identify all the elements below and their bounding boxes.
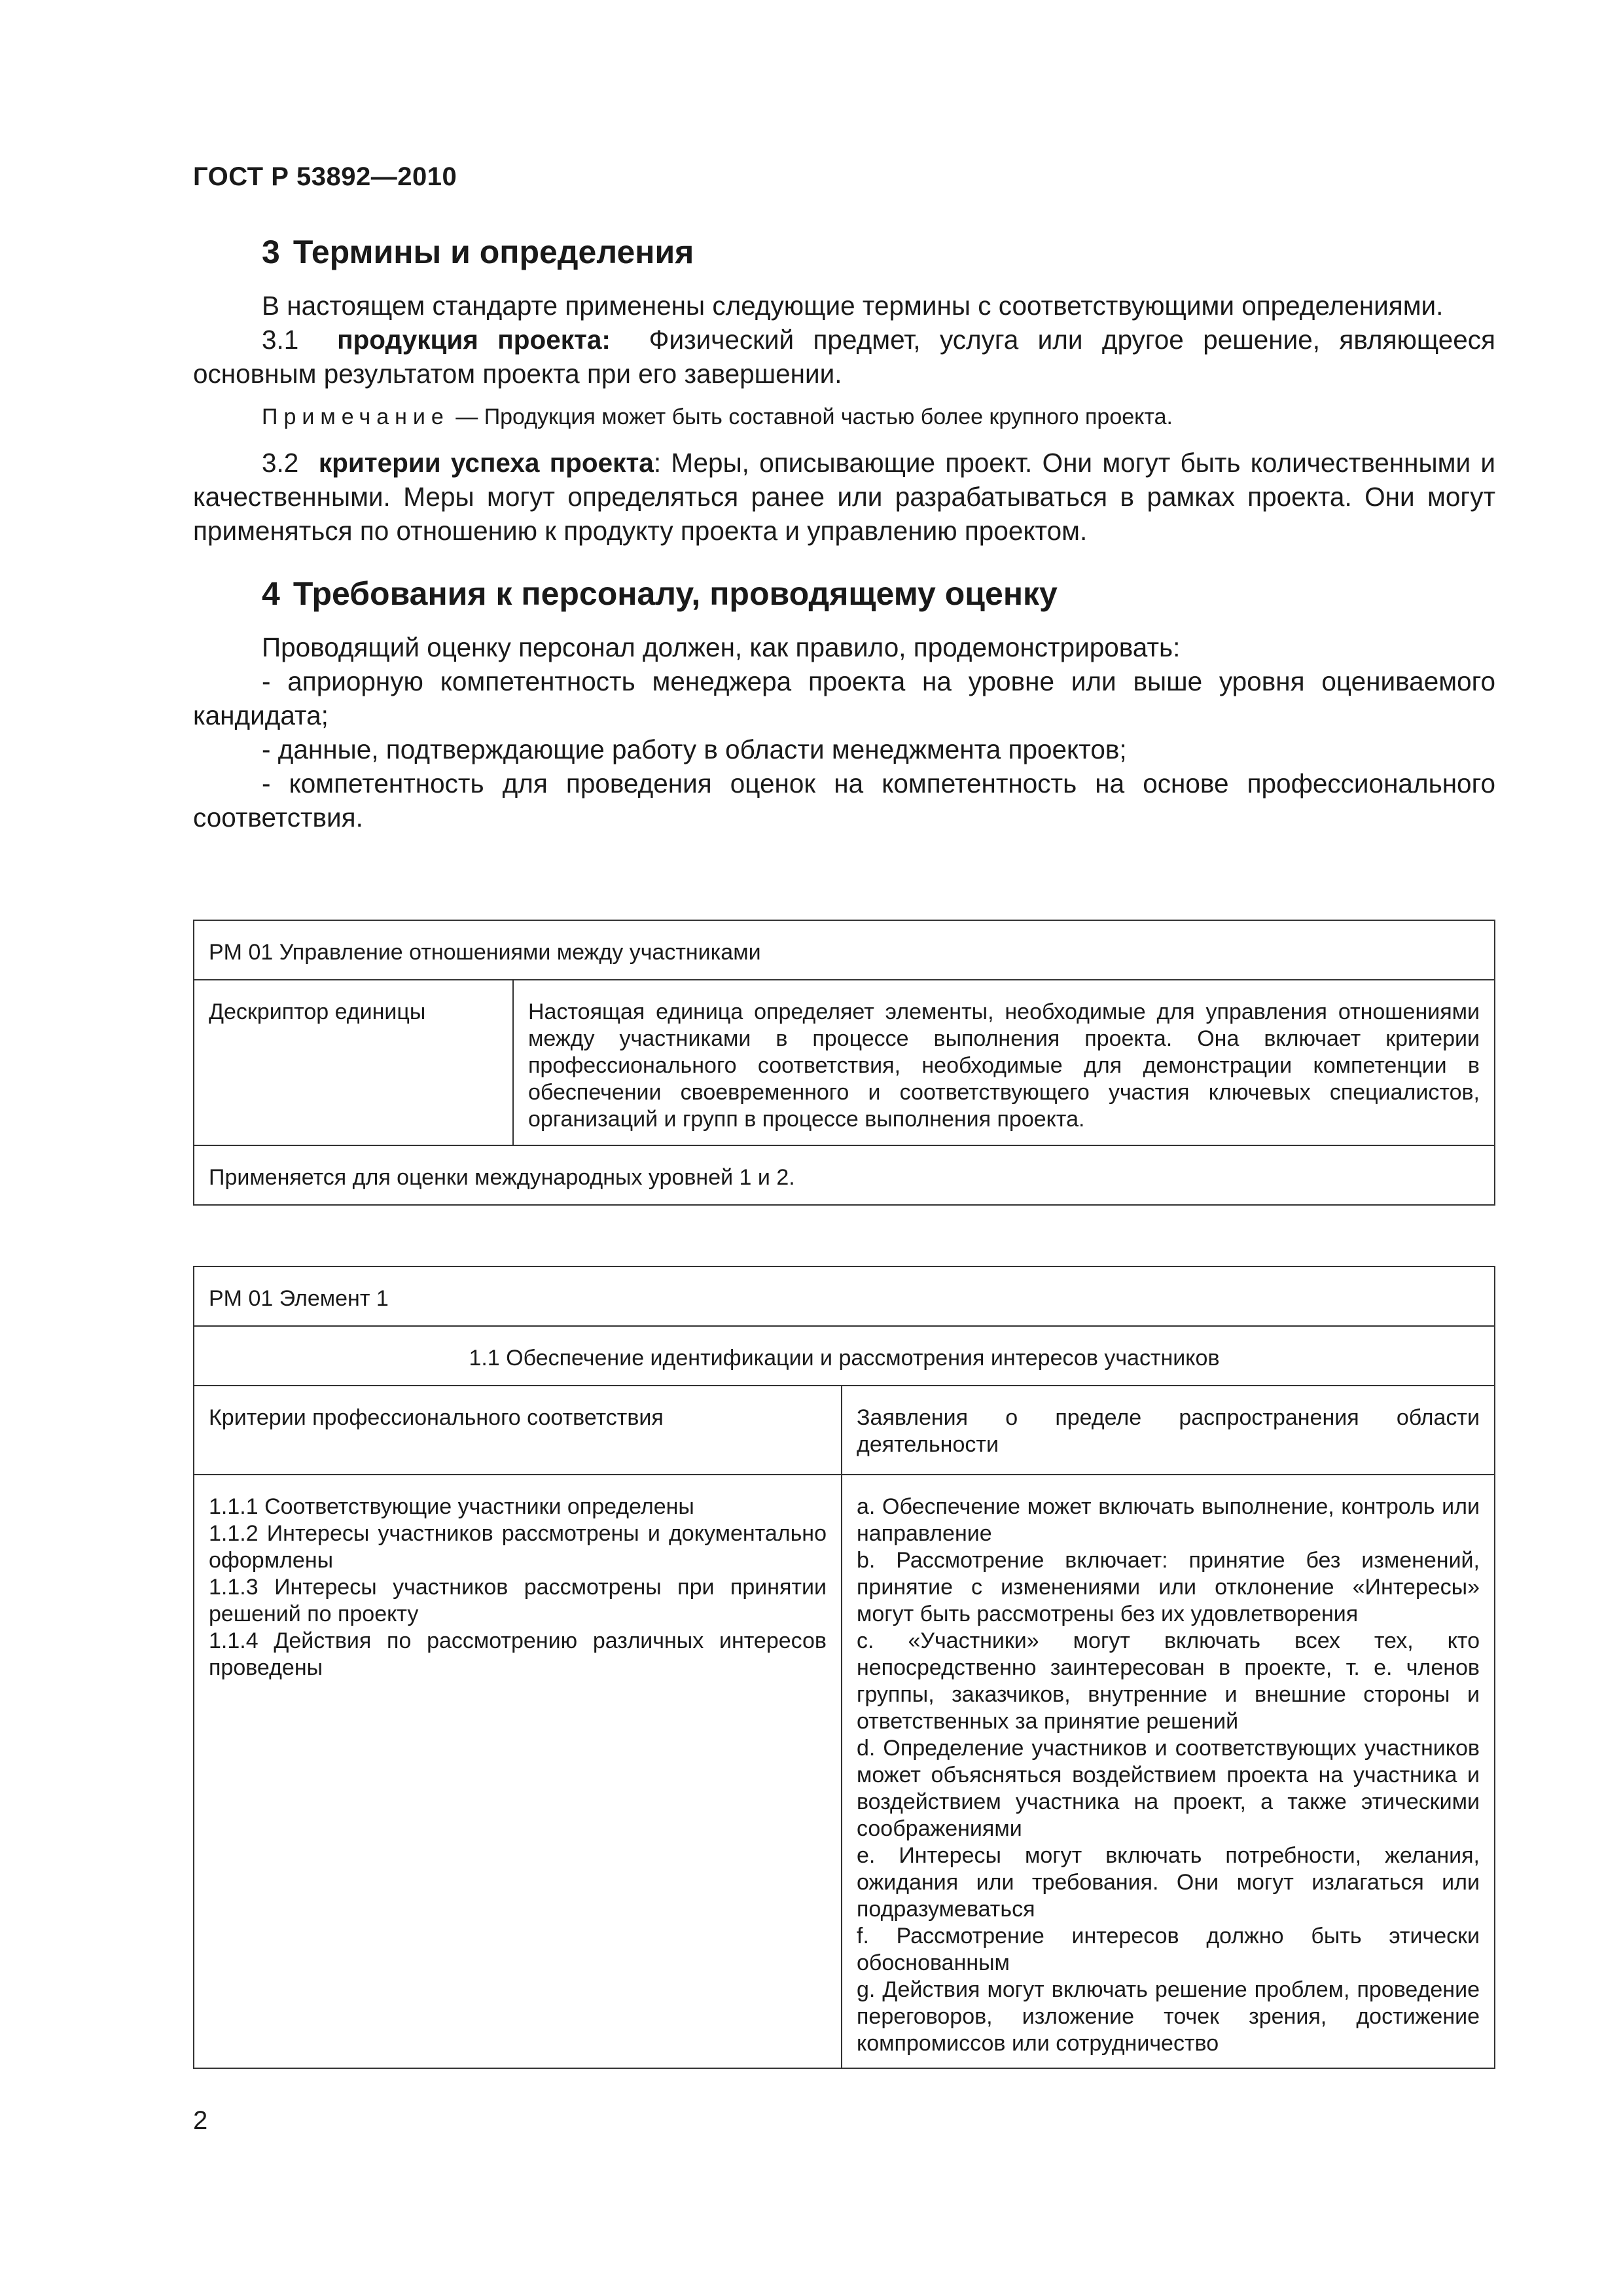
- page-number: 2: [193, 2106, 208, 2135]
- criteria-item: 1.1.1 Соответствующие участники определены: [209, 1494, 694, 1519]
- note-label: Примечание: [262, 404, 450, 429]
- element-table-title: PM 01 Элемент 1: [194, 1266, 1495, 1326]
- document-code: ГОСТ Р 53892—2010: [193, 162, 457, 191]
- requirement-item: - данные, подтверждающие работу в области менеджмента проектов;: [262, 734, 1127, 764]
- descriptor-label: Дескриптор единицы: [194, 980, 513, 1145]
- scope-item: d. Определение участников и соответствующих участников может объясняться воздействием проекта на участника и воздействием участника на проект, а также этическими соображениями: [857, 1736, 1480, 1841]
- scope-item: b. Рассмотрение включает: принятие без изменений, принятие с изменениями или отклонение «Интересы» могут быть рассмотрены без их удовлетворения: [857, 1548, 1480, 1626]
- term-number: 3.2: [262, 448, 299, 478]
- scope-item: a. Обеспечение может включать выполнение, контроль или направление: [857, 1494, 1480, 1546]
- scope-item: g. Действия могут включать решение проблем, проведение переговоров, изложение точек зрения, достижение компромиссов или сотрудничество: [857, 1977, 1480, 2056]
- criteria-item: 1.1.2 Интересы участников рассмотрены и документально оформлены: [209, 1521, 827, 1573]
- criteria-item: 1.1.4 Действия по рассмотрению различных интересов проведены: [209, 1628, 827, 1680]
- applies-note: Применяется для оценки международных уровней 1 и 2.: [194, 1145, 1495, 1205]
- section-number: 3: [262, 234, 280, 270]
- term-3-1: [193, 323, 1495, 391]
- unit-table: [193, 920, 1495, 1206]
- criteria-item: 1.1.3 Интересы участников рассмотрены при принятии решений по проекту: [209, 1575, 827, 1626]
- note: [193, 400, 1495, 434]
- unit-title: PM 01 Управление отношениями между участниками: [194, 920, 1495, 980]
- section-3-intro: В настоящем стандарте применены следующие термины с соответствующими определениями.: [262, 291, 1444, 321]
- term-3-2: [193, 446, 1495, 548]
- scope-list: [842, 1475, 1495, 2068]
- section-4-heading: [262, 574, 1495, 613]
- column-header-criteria: Критерии профессионального соответствия: [194, 1386, 842, 1475]
- term-name: продукция проекта:: [337, 325, 611, 355]
- requirement-item: - компетентность для проведения оценок на компетентность на основе профессионального соответствия.: [193, 768, 1495, 833]
- section-title: Термины и определения: [293, 234, 694, 270]
- section-3-heading: [262, 232, 1495, 272]
- section-4-intro: Проводящий оценку персонал должен, как правило, продемонстрировать:: [262, 632, 1181, 662]
- scope-item: e. Интересы могут включать потребности, желания, ожидания или требования. Они могут излагаться или подразумеваться: [857, 1843, 1480, 1922]
- term-definition: Физический предмет, услуга или другое решение, являющееся основным результатом проекта при его завершении.: [193, 325, 1495, 389]
- term-name: критерии успеха проекта: [318, 448, 654, 478]
- requirement-item: - априорную компетентность менеджера проекта на уровне или выше уровня оцениваемого кандидата;: [193, 666, 1495, 730]
- note-text: — Продукция может быть составной частью более крупного проекта.: [455, 404, 1173, 429]
- page-content: [193, 232, 1495, 2069]
- scope-item: c. «Участники» могут включать всех тех, кто непосредственно заинтересован в проекте, т. е. членов группы, заказчиков, внутренние и внешние стороны и ответственных за принятие решений: [857, 1628, 1480, 1734]
- term-definition: : Меры, описывающие проект. Они могут быть количественными и качественными. Меры могут определяться ранее или разрабатываться в рамках проекта. Они могут применяться по отношению к продукту проекта и управлению проектом.: [193, 448, 1496, 546]
- column-header-scope: Заявления о пределе распространения области деятельности: [842, 1386, 1495, 1475]
- section-number: 4: [262, 575, 280, 612]
- descriptor-text: Настоящая единица определяет элементы, необходимые для управления отношениями между участниками в процессе выполнения проекта. Она включает критерии профессионального соответствия, необходимые для демонстрации компетенции в обеспечении своевременного и соответствующего участия ключевых специалистов, организаций и групп в процессе выполнения проекта.: [513, 980, 1495, 1145]
- element-title: 1.1 Обеспечение идентификации и рассмотрения интересов участников: [194, 1326, 1495, 1386]
- element-table: [193, 1266, 1495, 2069]
- section-title: Требования к персоналу, проводящему оценку: [293, 575, 1058, 612]
- term-number: 3.1: [262, 325, 299, 355]
- scope-item: f. Рассмотрение интересов должно быть этически обоснованным: [857, 1924, 1480, 1975]
- criteria-list: [194, 1475, 842, 2068]
